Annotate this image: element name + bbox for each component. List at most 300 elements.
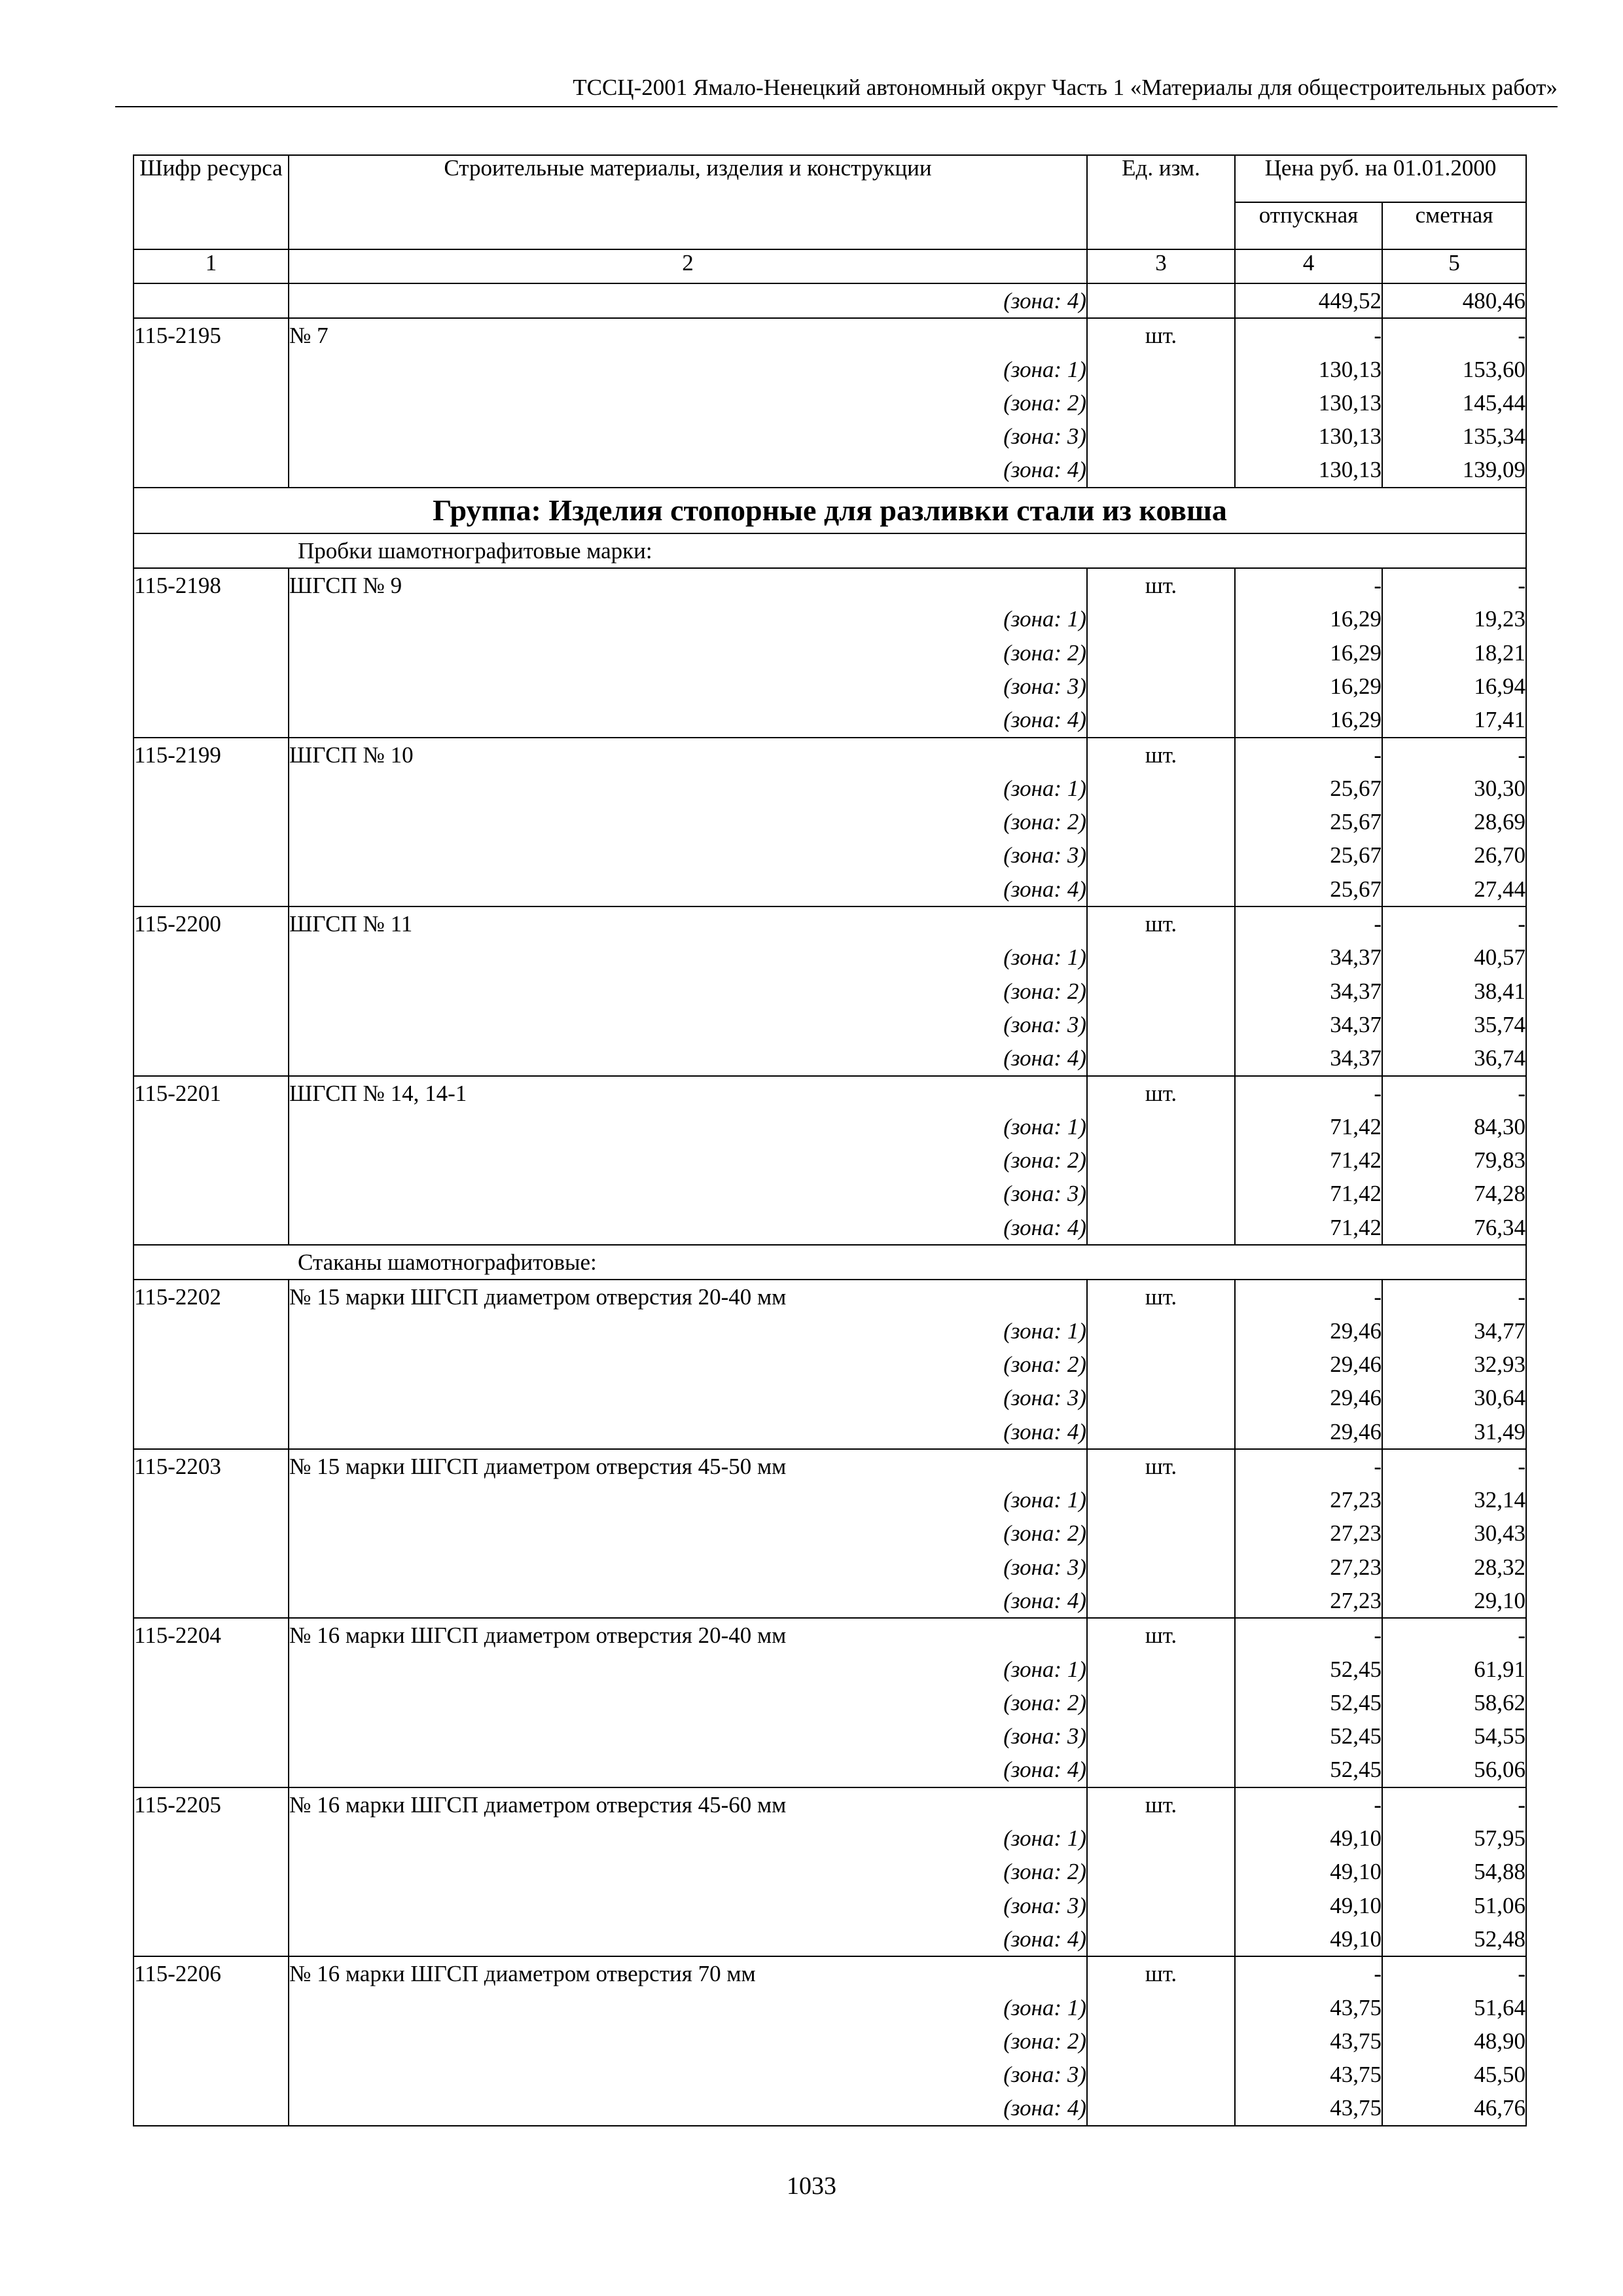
zone-label: (зона: 4) (289, 1211, 1087, 1245)
release-price: 16,29 (1235, 602, 1382, 636)
zone-label: (зона: 2) (289, 1348, 1087, 1381)
unit-cell (1087, 2024, 1235, 2058)
code-cell (134, 941, 289, 974)
zone-label: (зона: 2) (289, 636, 1087, 670)
header-code-label: Шифр ресурса (139, 155, 283, 181)
release-price: 27,23 (1235, 1483, 1382, 1516)
price-table (133, 154, 1527, 2126)
estimate-price: 19,23 (1382, 602, 1526, 636)
zone-row (134, 1653, 1526, 1686)
item-name: № 15 марки ШГСП диаметром отверстия 20-40 мм (289, 1280, 1087, 1314)
group-title-row (134, 488, 1526, 533)
zone-row (134, 453, 1526, 487)
item-name: № 16 марки ШГСП диаметром отверстия 20-40 мм (289, 1618, 1087, 1652)
column-number: 1 (134, 249, 289, 283)
zone-label: (зона: 4) (289, 1584, 1087, 1618)
subgroup-spacer (134, 1245, 289, 1280)
estimate-price: 84,30 (1382, 1110, 1526, 1143)
resource-code: 115-2200 (134, 906, 289, 941)
unit-cell (1087, 1686, 1235, 1719)
unit-cell (1087, 1415, 1235, 1449)
zone-label: (зона: 3) (289, 1551, 1087, 1584)
unit-cell (1087, 1889, 1235, 1922)
release-price: 34,37 (1235, 975, 1382, 1008)
code-cell (134, 386, 289, 420)
document-title: ТССЦ-2001 Ямало-Ненецкий автономный округ Часть 1 «Материалы для общестроительных работ» (573, 75, 1558, 100)
column-number-row (134, 249, 1526, 283)
unit-cell (1087, 1821, 1235, 1855)
release-price: 25,67 (1235, 772, 1382, 805)
release-price: 16,29 (1235, 636, 1382, 670)
code-cell (134, 1719, 289, 1753)
zone-row (134, 2024, 1526, 2058)
estimate-price: 40,57 (1382, 941, 1526, 974)
release-price: 25,67 (1235, 805, 1382, 838)
release-price: 71,42 (1235, 1211, 1382, 1245)
unit-cell (1087, 1653, 1235, 1686)
estimate-price: - (1382, 1618, 1526, 1652)
zone-row (134, 602, 1526, 636)
estimate-price: 58,62 (1382, 1686, 1526, 1719)
unit-cell (1087, 1041, 1235, 1075)
item-name: № 16 марки ШГСП диаметром отверстия 45-60 мм (289, 1787, 1087, 1821)
zone-row (134, 1110, 1526, 1143)
estimate-price: 38,41 (1382, 975, 1526, 1008)
release-price: 71,42 (1235, 1177, 1382, 1210)
zone-label: (зона: 1) (289, 353, 1087, 386)
zone-label: (зона: 3) (289, 1008, 1087, 1041)
release-price: 449,52 (1235, 283, 1382, 318)
zone-label: (зона: 2) (289, 1143, 1087, 1177)
estimate-price: 54,88 (1382, 1855, 1526, 1888)
code-cell (134, 1922, 289, 1956)
unit-cell (1087, 1348, 1235, 1381)
release-price: 43,75 (1235, 1991, 1382, 2024)
code-cell (134, 1008, 289, 1041)
estimate-price: 36,74 (1382, 1041, 1526, 1075)
zone-row (134, 941, 1526, 974)
header-name (289, 155, 1087, 249)
estimate-price: 16,94 (1382, 670, 1526, 703)
code-cell (134, 636, 289, 670)
estimate-price: - (1382, 906, 1526, 941)
code-cell (134, 1821, 289, 1855)
header-release (1235, 202, 1382, 249)
zone-label: (зона: 2) (289, 1686, 1087, 1719)
table-row (134, 568, 1526, 602)
release-price: 49,10 (1235, 1922, 1382, 1956)
code-cell (134, 838, 289, 872)
release-price: 34,37 (1235, 1041, 1382, 1075)
unit-cell (1087, 1551, 1235, 1584)
unit-cell (1087, 1110, 1235, 1143)
column-number: 2 (289, 249, 1087, 283)
estimate-price: 17,41 (1382, 703, 1526, 737)
zone-label: (зона: 3) (289, 838, 1087, 872)
item-name: № 7 (289, 318, 1087, 352)
code-cell (134, 1855, 289, 1888)
unit-cell (1087, 941, 1235, 974)
zone-label: (зона: 4) (289, 1753, 1087, 1787)
release-price: 27,23 (1235, 1584, 1382, 1618)
page-number-label: 1033 (787, 2172, 836, 2200)
estimate-price: 30,30 (1382, 772, 1526, 805)
estimate-price: 34,77 (1382, 1314, 1526, 1348)
unit-cell (1087, 703, 1235, 737)
unit-cell (1087, 772, 1235, 805)
unit-cell (1087, 1381, 1235, 1414)
item-name: № 15 марки ШГСП диаметром отверстия 45-50 мм (289, 1449, 1087, 1483)
code-cell (134, 1584, 289, 1618)
zone-label: (зона: 3) (289, 1719, 1087, 1753)
resource-code: 115-2203 (134, 1449, 289, 1483)
unit-cell (1087, 670, 1235, 703)
code-cell (134, 1516, 289, 1550)
release-price: 130,13 (1235, 386, 1382, 420)
subgroup-row (134, 1245, 1526, 1280)
release-price: 29,46 (1235, 1314, 1382, 1348)
zone-row (134, 636, 1526, 670)
release-price: 16,29 (1235, 703, 1382, 737)
unit-cell (1087, 1753, 1235, 1787)
estimate-price: 56,06 (1382, 1753, 1526, 1787)
unit-cell (1087, 1177, 1235, 1210)
release-price: - (1235, 906, 1382, 941)
resource-code: 115-2206 (134, 1956, 289, 1990)
zone-row (134, 1008, 1526, 1041)
zone-label: (зона: 2) (289, 1855, 1087, 1888)
item-name: ШГСП № 10 (289, 738, 1087, 772)
code-cell (134, 1177, 289, 1210)
release-price: 49,10 (1235, 1855, 1382, 1888)
unit-cell: шт. (1087, 738, 1235, 772)
zone-row (134, 1719, 1526, 1753)
release-price: 29,46 (1235, 1381, 1382, 1414)
table-row (134, 1280, 1526, 1314)
estimate-price: 45,50 (1382, 2058, 1526, 2091)
unit-cell: шт. (1087, 906, 1235, 941)
zone-label: (зона: 1) (289, 602, 1087, 636)
zone-label: (зона: 1) (289, 1821, 1087, 1855)
column-number: 3 (1087, 249, 1235, 283)
code-cell (134, 2058, 289, 2091)
header-name-label: Строительные материалы, изделия и конструкции (444, 155, 932, 181)
code-cell (134, 1991, 289, 2024)
estimate-price: 32,93 (1382, 1348, 1526, 1381)
header-price-group (1235, 155, 1526, 202)
estimate-price: 32,14 (1382, 1483, 1526, 1516)
zone-label: (зона: 3) (289, 670, 1087, 703)
zone-label: (зона: 1) (289, 941, 1087, 974)
release-price: 25,67 (1235, 838, 1382, 872)
code-cell (134, 1415, 289, 1449)
code-cell (134, 453, 289, 487)
release-price: 34,37 (1235, 1008, 1382, 1041)
estimate-price: 54,55 (1382, 1719, 1526, 1753)
unit-cell: шт. (1087, 568, 1235, 602)
estimate-price: 30,64 (1382, 1381, 1526, 1414)
estimate-price: 35,74 (1382, 1008, 1526, 1041)
unit-cell (1087, 805, 1235, 838)
zone-label: (зона: 1) (289, 772, 1087, 805)
estimate-price: 153,60 (1382, 353, 1526, 386)
zone-row (134, 1821, 1526, 1855)
estimate-price: 26,70 (1382, 838, 1526, 872)
unit-cell (1087, 1516, 1235, 1550)
unit-cell (1087, 386, 1235, 420)
unit-cell (1087, 1922, 1235, 1956)
unit-cell (1087, 1483, 1235, 1516)
table-row (134, 1449, 1526, 1483)
code-cell (134, 872, 289, 906)
zone-row (134, 703, 1526, 737)
estimate-price: - (1382, 1956, 1526, 1990)
zone-row (134, 1177, 1526, 1210)
zone-label: (зона: 3) (289, 1381, 1087, 1414)
unit-cell (1087, 1719, 1235, 1753)
table-row (134, 738, 1526, 772)
release-price: 25,67 (1235, 872, 1382, 906)
code-cell (134, 1889, 289, 1922)
unit-cell (1087, 1314, 1235, 1348)
column-number: 5 (1382, 249, 1526, 283)
code-cell (134, 1041, 289, 1075)
header-unit (1087, 155, 1235, 249)
estimate-price: 79,83 (1382, 1143, 1526, 1177)
subgroup-row (134, 533, 1526, 568)
zone-label: (зона: 4) (289, 283, 1087, 318)
code-cell (134, 703, 289, 737)
zone-label: (зона: 4) (289, 872, 1087, 906)
code-cell (134, 420, 289, 453)
zone-label: (зона: 3) (289, 1177, 1087, 1210)
zone-row (134, 1753, 1526, 1787)
zone-row (134, 1381, 1526, 1414)
estimate-price: 18,21 (1382, 636, 1526, 670)
resource-code: 115-2195 (134, 318, 289, 352)
item-name: ШГСП № 11 (289, 906, 1087, 941)
zone-label: (зона: 2) (289, 2024, 1087, 2058)
code-cell (134, 1753, 289, 1787)
table-row (134, 318, 1526, 352)
estimate-price: 46,76 (1382, 2091, 1526, 2125)
item-name: № 16 марки ШГСП диаметром отверстия 70 мм (289, 1956, 1087, 1990)
code-cell (134, 602, 289, 636)
zone-row (134, 420, 1526, 453)
release-price: 52,45 (1235, 1653, 1382, 1686)
estimate-price: - (1382, 1449, 1526, 1483)
column-number: 4 (1235, 249, 1382, 283)
release-price: 43,75 (1235, 2091, 1382, 2125)
estimate-price: 145,44 (1382, 386, 1526, 420)
resource-code: 115-2199 (134, 738, 289, 772)
zone-label: (зона: 1) (289, 1110, 1087, 1143)
unit-cell (1087, 2058, 1235, 2091)
estimate-price: 52,48 (1382, 1922, 1526, 1956)
zone-row (134, 1855, 1526, 1888)
page-header (115, 75, 1558, 107)
resource-code: 115-2198 (134, 568, 289, 602)
unit-cell (1087, 353, 1235, 386)
code-cell (134, 1686, 289, 1719)
release-price: 52,45 (1235, 1719, 1382, 1753)
zone-row (134, 805, 1526, 838)
zone-label: (зона: 3) (289, 420, 1087, 453)
zone-row (134, 1314, 1526, 1348)
resource-code: 115-2202 (134, 1280, 289, 1314)
zone-row (134, 872, 1526, 906)
code-cell (134, 2091, 289, 2125)
estimate-price: 139,09 (1382, 453, 1526, 487)
code-cell (134, 353, 289, 386)
unit-cell (1087, 453, 1235, 487)
release-price: - (1235, 1956, 1382, 1990)
table-row (134, 906, 1526, 941)
item-name: ШГСП № 14, 14-1 (289, 1076, 1087, 1110)
zone-row (134, 1415, 1526, 1449)
code-cell (134, 1110, 289, 1143)
zone-label: (зона: 4) (289, 703, 1087, 737)
estimate-price: 74,28 (1382, 1177, 1526, 1210)
header-release-label: отпускная (1258, 202, 1359, 228)
release-price: 49,10 (1235, 1889, 1382, 1922)
code-cell (134, 2024, 289, 2058)
release-price: - (1235, 1449, 1382, 1483)
table-body (134, 283, 1526, 2126)
zone-label: (зона: 4) (289, 1922, 1087, 1956)
code-cell (134, 1348, 289, 1381)
unit-cell (1087, 1211, 1235, 1245)
estimate-price: 27,44 (1382, 872, 1526, 906)
unit-cell: шт. (1087, 1280, 1235, 1314)
table-header-row (134, 155, 1526, 202)
unit-cell: шт. (1087, 1449, 1235, 1483)
zone-row (134, 670, 1526, 703)
zone-label: (зона: 4) (289, 453, 1087, 487)
zone-row (134, 1889, 1526, 1922)
unit-cell: шт. (1087, 1076, 1235, 1110)
header-code (134, 155, 289, 249)
release-price: - (1235, 318, 1382, 352)
table-row (134, 1076, 1526, 1110)
estimate-price: 51,64 (1382, 1991, 1526, 2024)
unit-cell (1087, 872, 1235, 906)
zone-label: (зона: 4) (289, 1415, 1087, 1449)
group-title: Группа: Изделия стопорные для разливки стали из ковша (134, 488, 1526, 533)
zone-row (134, 1922, 1526, 1956)
code-cell (134, 975, 289, 1008)
code-cell (134, 772, 289, 805)
code-cell (134, 1143, 289, 1177)
unit-cell (1087, 1008, 1235, 1041)
estimate-price: - (1382, 1787, 1526, 1821)
page-number (0, 2172, 1623, 2200)
header-unit-label: Ед. изм. (1122, 155, 1200, 181)
unit-cell (1087, 2091, 1235, 2125)
release-price: - (1235, 568, 1382, 602)
release-price: 130,13 (1235, 453, 1382, 487)
estimate-price: 135,34 (1382, 420, 1526, 453)
zone-label: (зона: 4) (289, 1041, 1087, 1075)
release-price: 52,45 (1235, 1686, 1382, 1719)
release-price: 16,29 (1235, 670, 1382, 703)
zone-row (134, 1211, 1526, 1245)
release-price: 43,75 (1235, 2058, 1382, 2091)
release-price: 34,37 (1235, 941, 1382, 974)
release-price: 29,46 (1235, 1348, 1382, 1381)
unit-cell (1087, 602, 1235, 636)
resource-code: 115-2201 (134, 1076, 289, 1110)
zone-row (134, 838, 1526, 872)
zone-row (134, 1041, 1526, 1075)
subgroup-title: Стаканы шамотнографитовые: (289, 1245, 1526, 1280)
estimate-price: 76,34 (1382, 1211, 1526, 1245)
zone-row (134, 1348, 1526, 1381)
release-price: 49,10 (1235, 1821, 1382, 1855)
estimate-price: 30,43 (1382, 1516, 1526, 1550)
zone-row (134, 1686, 1526, 1719)
estimate-price: 28,69 (1382, 805, 1526, 838)
release-price: - (1235, 1076, 1382, 1110)
code-cell (134, 283, 289, 318)
subgroup-title: Пробки шамотнографитовые марки: (289, 533, 1526, 568)
header-price-group-label: Цена руб. на 01.01.2000 (1264, 155, 1497, 181)
estimate-price: 29,10 (1382, 1584, 1526, 1618)
code-cell (134, 805, 289, 838)
zone-label: (зона: 3) (289, 1889, 1087, 1922)
zone-row (134, 1584, 1526, 1618)
zone-row (134, 1551, 1526, 1584)
header-estimate (1382, 202, 1526, 249)
zone-label: (зона: 1) (289, 1653, 1087, 1686)
release-price: 130,13 (1235, 353, 1382, 386)
zone-row (134, 2091, 1526, 2125)
zone-label: (зона: 1) (289, 1314, 1087, 1348)
unit-cell (1087, 975, 1235, 1008)
estimate-price: 480,46 (1382, 283, 1526, 318)
unit-cell (1087, 636, 1235, 670)
estimate-price: - (1382, 738, 1526, 772)
unit-cell (1087, 1584, 1235, 1618)
zone-row (134, 1991, 1526, 2024)
code-cell (134, 1653, 289, 1686)
zone-label: (зона: 2) (289, 386, 1087, 420)
release-price: 130,13 (1235, 420, 1382, 453)
header-estimate-label: сметная (1415, 202, 1493, 228)
zone-label: (зона: 3) (289, 2058, 1087, 2091)
unit-cell (1087, 420, 1235, 453)
estimate-price: - (1382, 568, 1526, 602)
unit-cell: шт. (1087, 1787, 1235, 1821)
release-price: 27,23 (1235, 1516, 1382, 1550)
unit-cell: шт. (1087, 1956, 1235, 1990)
zone-label: (зона: 2) (289, 975, 1087, 1008)
estimate-price: 61,91 (1382, 1653, 1526, 1686)
release-price: 52,45 (1235, 1753, 1382, 1787)
zone-label: (зона: 4) (289, 2091, 1087, 2125)
zone-label: (зона: 2) (289, 1516, 1087, 1550)
resource-code: 115-2204 (134, 1618, 289, 1652)
release-price: 27,23 (1235, 1551, 1382, 1584)
zone-label: (зона: 2) (289, 805, 1087, 838)
zone-row (134, 772, 1526, 805)
code-cell (134, 1314, 289, 1348)
zone-row (134, 353, 1526, 386)
estimate-price: 31,49 (1382, 1415, 1526, 1449)
release-price: - (1235, 738, 1382, 772)
unit-cell: шт. (1087, 318, 1235, 352)
item-name: ШГСП № 9 (289, 568, 1087, 602)
